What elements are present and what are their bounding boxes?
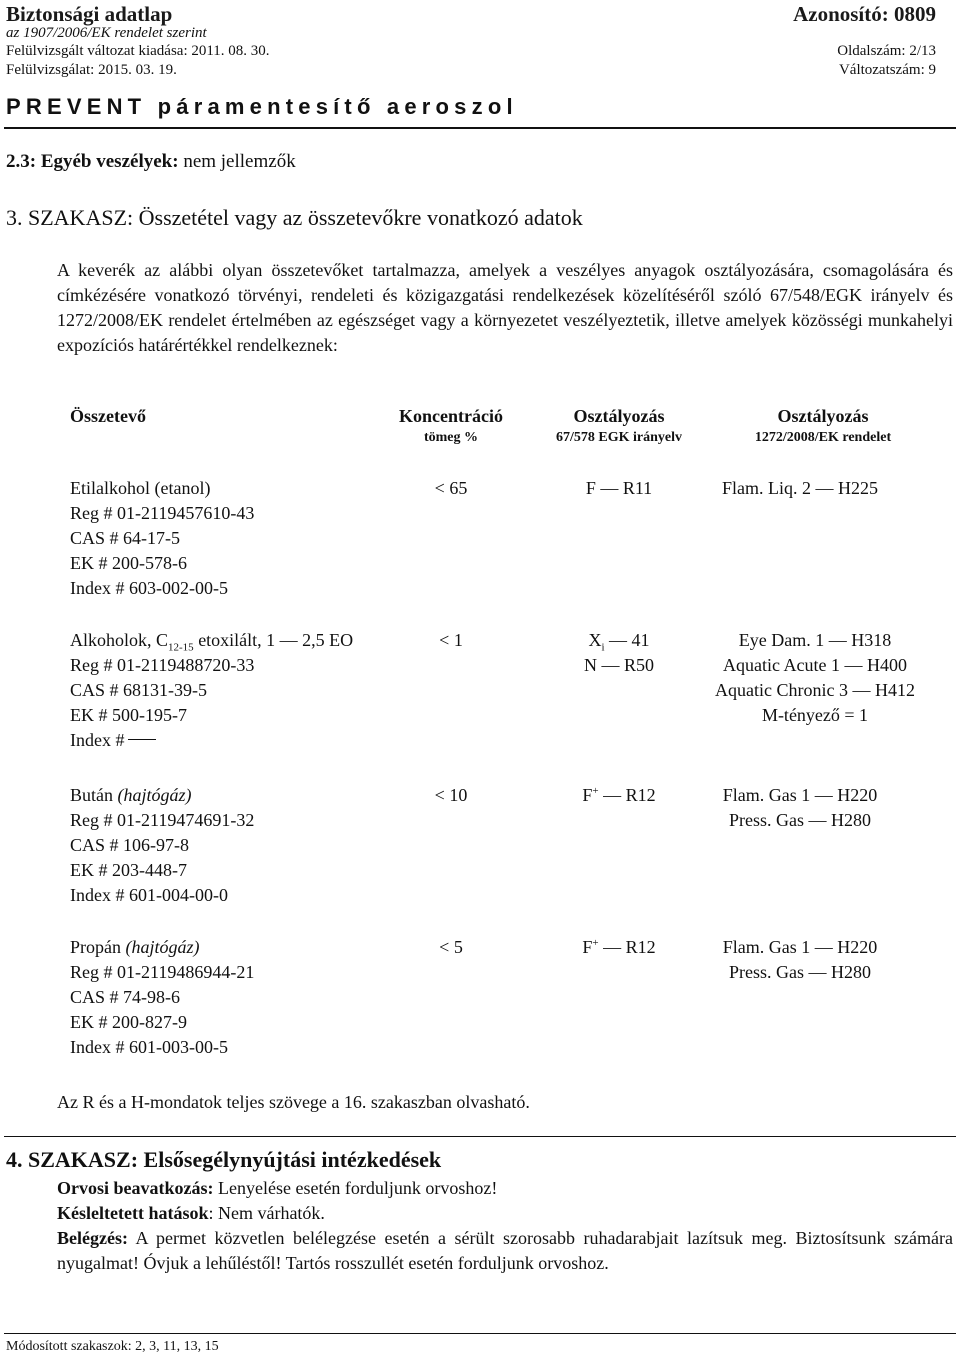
component-name-note: (hajtógáz) bbox=[125, 937, 200, 957]
component-class-old bbox=[548, 785, 690, 806]
column-concentration bbox=[380, 406, 522, 449]
component-reg: Reg # 01-2119457610-43 bbox=[70, 503, 255, 523]
component-name-sub: 12-15 bbox=[168, 641, 194, 654]
section-4-title: 4. SZAKASZ: Elsősegélynyújtási intézkedések bbox=[6, 1147, 442, 1172]
component-class-new: Flam. Gas 1 — H220 bbox=[722, 785, 878, 805]
component-name bbox=[70, 937, 200, 958]
column-class-new-sub: 1272/2008/EK rendelet bbox=[754, 430, 892, 445]
component-cas: CAS # 106-97-8 bbox=[70, 835, 190, 855]
column-class-new bbox=[710, 406, 936, 449]
column-class-old-label: Osztályozás bbox=[573, 406, 665, 426]
component-concentration: < 65 bbox=[434, 478, 468, 498]
revision-date: Felülvizsgálat: 2015. 03. 19. bbox=[6, 62, 177, 78]
empty-value-dash bbox=[128, 739, 156, 740]
component-name bbox=[70, 785, 192, 806]
footer-divider bbox=[4, 1333, 956, 1334]
component-name-main: Propán bbox=[70, 937, 121, 957]
column-concentration-label: Koncentráció bbox=[399, 406, 503, 426]
component-concentration: < 10 bbox=[434, 785, 468, 805]
component-cas: CAS # 68131-39-5 bbox=[70, 680, 208, 700]
section-2-3 bbox=[6, 149, 296, 174]
document-header bbox=[6, 2, 936, 79]
component-class-old-xi bbox=[548, 630, 690, 654]
document-id: Azonosító: 0809 bbox=[793, 2, 936, 26]
column-component: Összetevő bbox=[70, 406, 146, 426]
component-class-new: Flam. Gas 1 — H220 bbox=[722, 937, 878, 957]
section-2-3-label: 2.3: Egyéb veszélyek: bbox=[6, 151, 179, 172]
component-index bbox=[70, 730, 160, 751]
revision-release: Felülvizsgált változat kiadása: 2011. 08. 30. bbox=[6, 43, 270, 59]
class-old-sup: + bbox=[592, 937, 599, 949]
component-ek: EK # 203-448-7 bbox=[70, 860, 187, 880]
component-index: Index # 601-003-00-5 bbox=[70, 1037, 228, 1057]
footer-modified-sections: Módosított szakaszok: 2, 3, 11, 13, 15 bbox=[6, 1339, 219, 1354]
item-text: : Nem várhatók. bbox=[208, 1203, 325, 1223]
class-old-f: F bbox=[582, 937, 593, 957]
component-name-note: (hajtógáz) bbox=[117, 785, 192, 805]
section-3-intro: A keverék az alábbi olyan összetevőket tartalmazza, amelyek a veszélyes anyagok osztályozására, csomagolására és címkézésére vonatkozó törvényi, rendeleti és közigazgatási rendelkezések közelítéséről szóló 67/548/EGK irányelv és 1272/2008/EK rendelet értelmében az egészséget vagy a környezetet veszélyeztetik, illetve amelyek közösségi munkahelyi expozíciós határértékkel rendelkeznek: bbox=[57, 260, 953, 355]
component-index-label: Index # bbox=[70, 730, 125, 750]
component-ek: EK # 200-578-6 bbox=[70, 553, 187, 573]
component-reg: Reg # 01-2119488720-33 bbox=[70, 655, 255, 675]
product-name: PREVENT páramentesítő aeroszol bbox=[6, 94, 518, 119]
component-class-old: F — R11 bbox=[585, 478, 653, 498]
component-reg: Reg # 01-2119486944-21 bbox=[70, 962, 255, 982]
item-text: Lenyelése esetén forduljunk orvoshoz! bbox=[213, 1178, 498, 1198]
document-subtitle: az 1907/2006/EK rendelet szerint bbox=[6, 25, 207, 41]
component-name bbox=[70, 630, 353, 654]
component-name: Etilalkohol (etanol) bbox=[70, 478, 211, 498]
component-cas: CAS # 64-17-5 bbox=[70, 528, 181, 548]
component-concentration: < 5 bbox=[439, 937, 463, 957]
component-ek: EK # 500-195-7 bbox=[70, 705, 187, 725]
column-class-old bbox=[528, 406, 710, 449]
section-2-3-value: nem jellemzők bbox=[183, 151, 296, 172]
component-class-new: Press. Gas — H280 bbox=[729, 962, 871, 982]
class-old-f: F bbox=[582, 785, 593, 805]
item-text: A permet közvetlen belélegzése esetén a sérült szorosabb ruhadarabjait lazítsuk meg. Biztosítsunk számára nyugalmat! Óvjuk a lehűléstől! Tartós rosszullét esetén forduljunk orvoshoz. bbox=[57, 1228, 953, 1273]
component-class-new: M-tényező = 1 bbox=[761, 705, 869, 725]
section-3-title: 3. SZAKASZ: Összetétel vagy az összetevőkre vonatkozó adatok bbox=[6, 205, 583, 230]
column-class-old-sub: 67/578 EGK irányelv bbox=[556, 430, 682, 445]
section-4-item-delayed bbox=[57, 1201, 953, 1226]
component-cas: CAS # 74-98-6 bbox=[70, 987, 181, 1007]
section-4-item-medical bbox=[57, 1176, 953, 1201]
page-number: Oldalszám: 2/13 bbox=[837, 43, 936, 59]
section-3-note: Az R és a H-mondatok teljes szövege a 16. szakaszban olvasható. bbox=[57, 1092, 530, 1112]
item-label: Belégzés: bbox=[57, 1228, 128, 1248]
component-class-old: N — R50 bbox=[583, 655, 654, 675]
component-class-new: Aquatic Chronic 3 — H412 bbox=[715, 680, 915, 700]
version-number: Változatszám: 9 bbox=[838, 62, 936, 78]
component-class-new: Press. Gas — H280 bbox=[729, 810, 871, 830]
component-name-pre: Alkoholok, C bbox=[70, 630, 169, 650]
component-ek: EK # 200-827-9 bbox=[70, 1012, 187, 1032]
class-old-rest: — R12 bbox=[603, 785, 656, 805]
component-class-old bbox=[548, 937, 690, 958]
class-old-rest: — R12 bbox=[603, 937, 656, 957]
component-class-new: Eye Dam. 1 — H318 bbox=[738, 630, 892, 650]
component-index: Index # 601-004-00-0 bbox=[70, 885, 228, 905]
header-divider bbox=[4, 127, 956, 129]
column-class-new-label: Osztályozás bbox=[777, 406, 869, 426]
class-old-x-sub: i bbox=[601, 641, 605, 654]
component-name-post: etoxilált, 1 — 2,5 EO bbox=[193, 630, 354, 650]
component-reg: Reg # 01-2119474691-32 bbox=[70, 810, 255, 830]
component-index: Index # 603-002-00-5 bbox=[70, 578, 228, 598]
column-concentration-unit: tömeg % bbox=[423, 430, 479, 445]
component-name-main: Bután bbox=[70, 785, 113, 805]
section-divider bbox=[4, 1136, 956, 1137]
component-class-new: Flam. Liq. 2 — H225 bbox=[722, 478, 878, 498]
component-class-new: Aquatic Acute 1 — H400 bbox=[723, 655, 907, 675]
class-old-x: X bbox=[588, 630, 602, 650]
document-title: Biztonsági adatlap bbox=[6, 2, 173, 26]
component-concentration: < 1 bbox=[439, 630, 463, 650]
item-label: Orvosi beavatkozás: bbox=[57, 1178, 214, 1198]
section-4-item-inhalation bbox=[57, 1226, 953, 1276]
class-old-x-rest: — 41 bbox=[604, 630, 650, 650]
item-label: Késleltetett hatások bbox=[57, 1203, 209, 1223]
class-old-sup: + bbox=[592, 785, 599, 797]
